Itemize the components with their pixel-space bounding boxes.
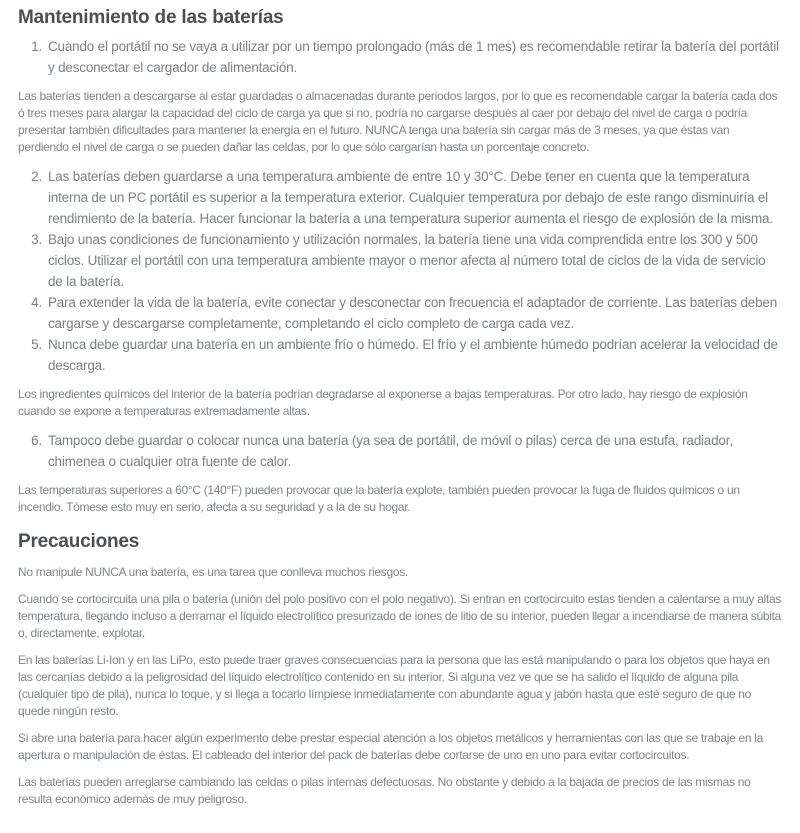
list-item-number: 4. [31, 295, 42, 310]
precaution-paragraph: Cuando se cortocircuita una pila o batería (unión del polo positivo con el polo negativo). Si entran en cortocircuito estas tienden a calentarse a muy altas temperatura, llegando incluso a derramar el líquido electrolítico presurizado de iones de litio de su interior, pueden llegar a incendiarse de manera súbita o, directamente, explotar. [18, 592, 782, 640]
list-item-number: 6. [31, 433, 42, 448]
list-item [18, 334, 782, 376]
list-item-number: 2. [31, 169, 42, 184]
precaution-paragraph: No manipule NUNCA una batería, es una tarea que conlleva muchos riesgos. [18, 565, 408, 579]
maintenance-list-c [18, 430, 782, 472]
list-item [18, 430, 782, 472]
precaution-paragraph: Las baterías pueden arreglarse cambiando las celdas o pilas internas defectuosas. No obstante y debido a la bajada de precios de las mismas no resulta económico además de muy peligroso. [18, 775, 751, 806]
list-item-number: 5. [31, 337, 42, 352]
section-title-precautions: Precauciones [18, 531, 140, 552]
list-item-text: Para extender la vida de la batería, evite conectar y desconectar con frecuencia el adaptador de corriente. Las baterías deben cargarse y descargarse completamente, completando el ciclo completo de carga cada vez. [48, 295, 778, 331]
list-item-text: Las baterías deben guardarse a una temperatura ambiente de entre 10 y 30°C. Debe tener en cuenta que la temperatura interna de un PC portátil es superior a la temperatura exterior. Cualquier temperatura por debajo de este rango disminuiría el rendimiento de la batería. Hacer funcionar la batería a una temperatura superior aumenta el riesgo de explosión de la misma. [48, 169, 773, 226]
maintenance-list-b [18, 166, 782, 376]
section-title-maintenance: Mantenimiento de las baterías [18, 7, 284, 28]
note-storage: Las baterías tienden a descargarse al estar guardadas o almacenadas durante periodos largos, por lo que es recomendable cargar la batería cada dos ó tres meses para alargar la capacidad del ciclo de carga ya que si no, podría no cargarse después al caer por debajo del nivel de carga o podría presentar también dificultades para mantener la energía en el futuro. NUNCA tenga una batería sin cargar más de 3 meses, ya que éstas van perdiendo el nivel de carga o se pueden dañar las celdas, por lo que sólo cargarían hasta un porcentaje concreto. [18, 89, 778, 154]
note-temperature: Los ingredientes químicos del interior de la batería podrían degradarse al exponerse a bajas temperaturas. Por otro lado, hay riesgo de explosión cuando se expone a temperaturas extremadamente altas. [18, 387, 748, 418]
list-item-number: 3. [31, 232, 42, 247]
list-item [18, 36, 782, 78]
list-item [18, 166, 782, 229]
maintenance-list-a [18, 36, 782, 78]
list-item-text: Cuando el portátil no se vaya a utilizar por un tiempo prolongado (más de 1 mes) es recomendable retirar la batería del portátil y desconectar el cargador de alimentación. [48, 39, 779, 75]
list-item-number: 1. [31, 39, 42, 54]
precaution-paragraph: En las baterías Li-Ion y en las LiPo, esto puede traer graves consecuencias para la persona que las está manipulando o para los objetos que haya en las cercanías debido a la peligrosidad del líquido electrolítico contenido en su interior. Si alguna vez ve que se ha salido el líquido de alguna pila (cualquier tipo de pila), nunca lo toque, y si llega a tocarlo límpiese inmediatamente con abundante agua y jabón hasta que esté seguro de que no quede ningún resto. [18, 653, 770, 718]
precaution-paragraph: Si abre una batería para hacer algún experimento debe prestar especial atención a los objetos metálicos y herramientas con las que se trabaje en la apertura o manipulación de éstas. El cableado del interior del pack de baterías debe cortarse de uno en uno para evitar cortocircuitos. [18, 731, 764, 762]
list-item-text: Nunca debe guardar una batería en un ambiente frío o húmedo. El frío y el ambiente húmedo podrían acelerar la velocidad de descarga. [48, 337, 778, 373]
list-item [18, 229, 782, 292]
list-item [18, 292, 782, 334]
list-item-text: Tampoco debe guardar o colocar nunca una batería (ya sea de portátil, de móvil o pilas) cerca de una estufa, radiador, chimenea o cualquier otra fuente de calor. [48, 433, 733, 469]
battery-manual-article [18, 6, 782, 808]
list-item-text: Bajo unas condiciones de funcionamiento y utilización normales, la batería tiene una vida comprendida entre los 300 y 500 ciclos. Utilizar el portátil con una temperatura ambiente mayor o menor afecta al número total de ciclos de la vida de servicio de la batería. [48, 232, 766, 289]
note-heat: Las temperaturas superiores a 60°C (140°F) pueden provocar que la batería explote, también pueden provocar la fuga de fluidos químicos o un incendio. Tómese esto muy en serio, afecta a su seguridad y a la de su hogar. [18, 483, 740, 514]
